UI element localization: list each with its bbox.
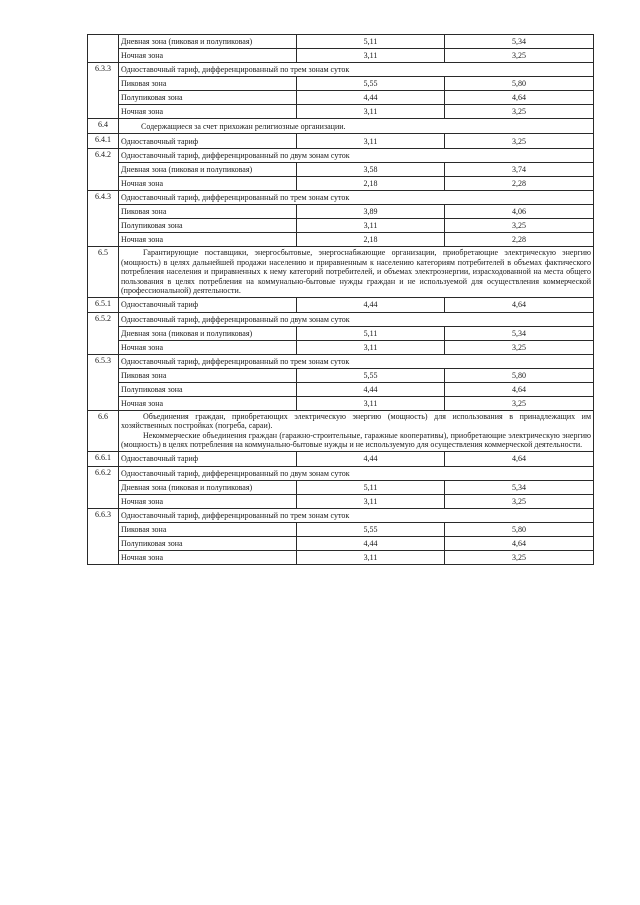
tariff-value: 2,28 <box>445 177 594 191</box>
row-label: Дневная зона (пиковая и полупиковая) <box>119 163 297 177</box>
tariff-heading: Одноставочный тариф, дифференцированный по двум зонам суток <box>119 149 594 163</box>
row-number: 6.4 <box>88 119 119 134</box>
table-row <box>88 536 594 550</box>
row-label: Дневная зона (пиковая и полупиковая) <box>119 326 297 340</box>
table-row <box>88 396 594 410</box>
row-number: 6.3.3 <box>88 63 119 119</box>
table-row <box>88 494 594 508</box>
tariff-heading: Одноставочный тариф, дифференцированный по трем зонам суток <box>119 508 594 522</box>
tariff-value: 2,18 <box>297 233 445 247</box>
row-number: 6.4.2 <box>88 149 119 191</box>
tariff-value: 4,64 <box>445 382 594 396</box>
tariff-value: 2,28 <box>445 233 594 247</box>
row-label: Пиковая зона <box>119 205 297 219</box>
section-title: Содержащиеся за счет прихожан религиозные организации. <box>119 119 594 134</box>
tariff-value: 5,11 <box>297 35 445 49</box>
table-row <box>88 354 594 368</box>
tariff-value: 5,55 <box>297 77 445 91</box>
table-row <box>88 550 594 564</box>
tariff-value: 4,44 <box>297 451 445 466</box>
row-label: Одноставочный тариф <box>119 297 297 312</box>
row-label: Ночная зона <box>119 49 297 63</box>
tariff-value: 4,64 <box>445 451 594 466</box>
row-label: Полупиковая зона <box>119 219 297 233</box>
tariff-value: 3,25 <box>445 494 594 508</box>
table-row <box>88 410 594 451</box>
table-row <box>88 49 594 63</box>
tariff-value: 5,55 <box>297 368 445 382</box>
tariff-value: 3,11 <box>297 550 445 564</box>
row-number: 6.4.1 <box>88 134 119 149</box>
tariff-value: 3,11 <box>297 219 445 233</box>
tariff-value: 4,64 <box>445 297 594 312</box>
section-paragraph: Некоммерческие объединения граждан (гаражно-строительные, гаражные кооперативы), приобретающие электрическую энергию (мощность) в целях потребления на коммунально-бытовые нужды и не используемую для осуществления коммерческой деятельности. <box>121 430 591 449</box>
tariff-value: 4,44 <box>297 382 445 396</box>
tariff-value: 5,80 <box>445 368 594 382</box>
table-row <box>88 522 594 536</box>
table-row <box>88 177 594 191</box>
table-row <box>88 233 594 247</box>
row-number <box>88 35 119 63</box>
table-row <box>88 368 594 382</box>
row-label: Ночная зона <box>119 105 297 119</box>
row-number: 6.6.1 <box>88 451 119 466</box>
tariff-value: 3,11 <box>297 105 445 119</box>
table-row <box>88 466 594 480</box>
tariff-table <box>87 34 594 565</box>
row-number: 6.6 <box>88 410 119 451</box>
tariff-value: 5,80 <box>445 77 594 91</box>
tariff-heading: Одноставочный тариф, дифференцированный по двум зонам суток <box>119 312 594 326</box>
table-row <box>88 312 594 326</box>
row-label: Полупиковая зона <box>119 91 297 105</box>
tariff-value: 3,25 <box>445 219 594 233</box>
row-label: Пиковая зона <box>119 77 297 91</box>
row-label: Ночная зона <box>119 177 297 191</box>
row-label: Ночная зона <box>119 550 297 564</box>
table-row <box>88 205 594 219</box>
tariff-value: 5,55 <box>297 522 445 536</box>
tariff-value: 5,34 <box>445 480 594 494</box>
row-number: 6.5.3 <box>88 354 119 410</box>
table-row <box>88 149 594 163</box>
table-row <box>88 105 594 119</box>
row-label: Пиковая зона <box>119 368 297 382</box>
row-label: Пиковая зона <box>119 522 297 536</box>
tariff-value: 3,25 <box>445 396 594 410</box>
tariff-value: 4,64 <box>445 91 594 105</box>
row-number: 6.6.3 <box>88 508 119 564</box>
section-paragraph: Объединения граждан, приобретающих электрическую энергию (мощность) для использования в принадлежащих им хозяйственных постройках (погреба, сараи). <box>121 411 591 430</box>
row-number: 6.5.1 <box>88 297 119 312</box>
tariff-value: 4,64 <box>445 536 594 550</box>
row-label: Полупиковая зона <box>119 536 297 550</box>
tariff-value: 3,25 <box>445 340 594 354</box>
table-row <box>88 91 594 105</box>
table-row <box>88 219 594 233</box>
table-row <box>88 326 594 340</box>
table-row <box>88 508 594 522</box>
tariff-value: 3,25 <box>445 134 594 149</box>
tariff-value: 5,34 <box>445 326 594 340</box>
tariff-value: 4,06 <box>445 205 594 219</box>
row-label: Ночная зона <box>119 494 297 508</box>
table-row <box>88 163 594 177</box>
row-number: 6.5.2 <box>88 312 119 354</box>
row-label: Ночная зона <box>119 396 297 410</box>
tariff-heading: Одноставочный тариф, дифференцированный по двум зонам суток <box>119 466 594 480</box>
row-label: Ночная зона <box>119 233 297 247</box>
row-number: 6.6.2 <box>88 466 119 508</box>
table-row <box>88 340 594 354</box>
tariff-value: 5,80 <box>445 522 594 536</box>
tariff-heading: Одноставочный тариф, дифференцированный по трем зонам суток <box>119 191 594 205</box>
table-row <box>88 451 594 466</box>
tariff-value: 3,11 <box>297 494 445 508</box>
tariff-value: 4,44 <box>297 91 445 105</box>
row-label: Одноставочный тариф <box>119 134 297 149</box>
tariff-value: 3,25 <box>445 550 594 564</box>
table-row <box>88 382 594 396</box>
tariff-value: 5,11 <box>297 326 445 340</box>
tariff-heading: Одноставочный тариф, дифференцированный по трем зонам суток <box>119 354 594 368</box>
table-row <box>88 77 594 91</box>
row-label: Ночная зона <box>119 340 297 354</box>
tariff-value: 4,44 <box>297 297 445 312</box>
tariff-value: 3,74 <box>445 163 594 177</box>
table-row <box>88 191 594 205</box>
table-row <box>88 63 594 77</box>
tariff-value: 3,11 <box>297 134 445 149</box>
row-label: Дневная зона (пиковая и полупиковая) <box>119 480 297 494</box>
row-number: 6.5 <box>88 247 119 298</box>
tariff-table-body <box>88 35 594 565</box>
tariff-heading: Одноставочный тариф, дифференцированный по трем зонам суток <box>119 63 594 77</box>
section-description <box>119 410 594 451</box>
tariff-value: 3,89 <box>297 205 445 219</box>
table-row <box>88 247 594 298</box>
tariff-value: 3,11 <box>297 340 445 354</box>
row-number: 6.4.3 <box>88 191 119 247</box>
tariff-value: 2,18 <box>297 177 445 191</box>
tariff-value: 3,11 <box>297 396 445 410</box>
row-label: Одноставочный тариф <box>119 451 297 466</box>
tariff-value: 3,25 <box>445 105 594 119</box>
row-label: Дневная зона (пиковая и полупиковая) <box>119 35 297 49</box>
tariff-value: 5,34 <box>445 35 594 49</box>
table-row <box>88 35 594 49</box>
table-row <box>88 119 594 134</box>
section-paragraph: Гарантирующие поставщики, энергосбытовые, энергоснабжающие организации, приобретающие электрическую энергию (мощность) в целях дальнейшей продажи населению и приравненным к населению категориям потребителей в объемах фактического потребления населения и приравненных к нему категорий потребителей, и объемах электроэнергии, израсходованной на места общего пользования в целях потребления на коммунально-бытовые нужды граждан и не используемой для осуществления коммерческой (профессиональной) деятельности. <box>121 248 591 295</box>
table-row <box>88 297 594 312</box>
tariff-value: 5,11 <box>297 480 445 494</box>
section-description <box>119 247 594 298</box>
tariff-value: 3,58 <box>297 163 445 177</box>
row-label: Полупиковая зона <box>119 382 297 396</box>
tariff-value: 3,11 <box>297 49 445 63</box>
tariff-value: 3,25 <box>445 49 594 63</box>
table-row <box>88 480 594 494</box>
tariff-value: 4,44 <box>297 536 445 550</box>
table-row <box>88 134 594 149</box>
